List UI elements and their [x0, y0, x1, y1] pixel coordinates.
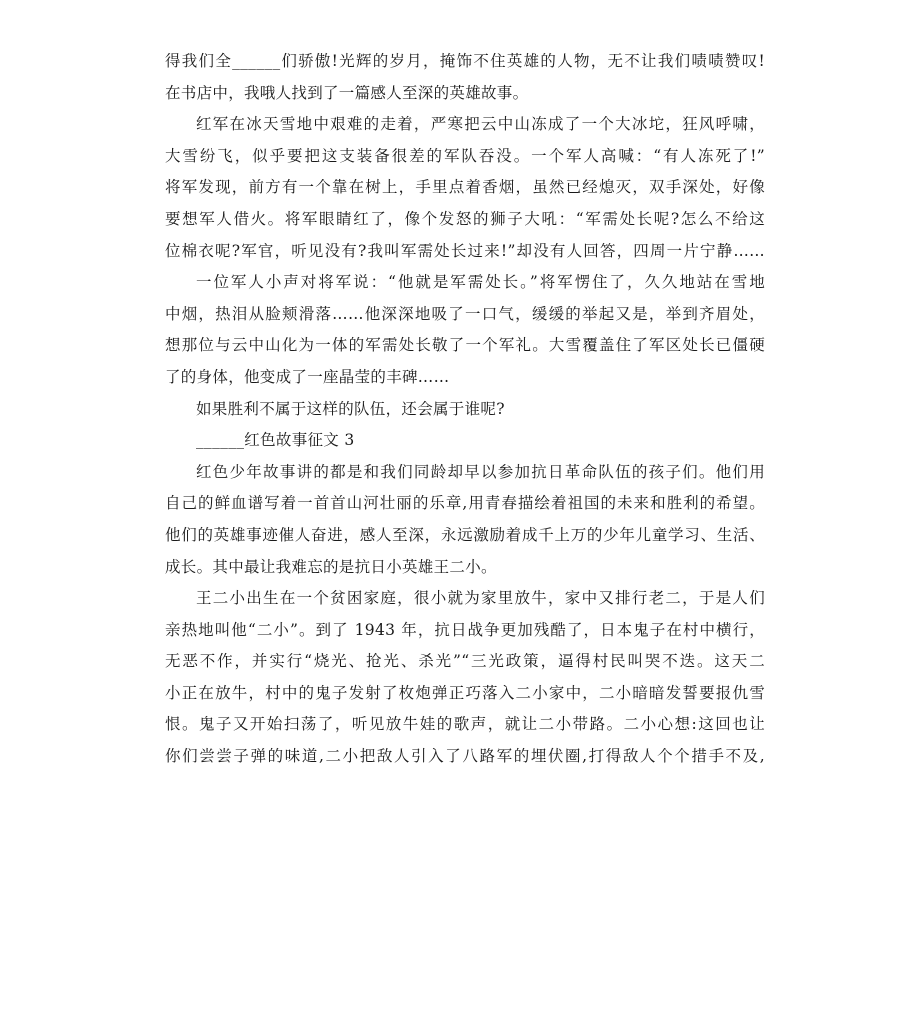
- text-line: 无恶不作，并实行“烧光、抢光、杀光”“三光政策，逼得村民叫哭不迭。这天二: [165, 652, 765, 671]
- text-line: 如果胜利不属于这样的队伍，还会属于谁呢?: [196, 399, 505, 418]
- paragraph-intro: [165, 46, 765, 109]
- text-line: 在书店中，我哦人找到了一篇感人至深的英雄故事。: [165, 83, 529, 102]
- text-line: 得我们全______们骄傲!光辉的岁月，掩饰不住英雄的人物，无不让我们啧啧赞叹!: [165, 52, 765, 70]
- text-line: 恨。鬼子又开始扫荡了，听见放牛娃的歌声，就让二小带路。二小心想:这回也让: [165, 715, 765, 734]
- text-line: 王二小出生在一个贫困家庭，很小就为家里放牛，家中又排行老二，于是人们: [196, 589, 765, 608]
- section-heading: [165, 425, 765, 457]
- document-body: [165, 46, 765, 773]
- text-line: 大雪纷飞，似乎要把这支装备很差的军队吞没。一个军人高喊：“有人冻死了!”: [165, 146, 765, 165]
- paragraph-victory: [165, 394, 765, 426]
- text-line: 将军发现，前方有一个靠在树上，手里点着香烟，虽然已经熄灭，双手深处，好像: [165, 178, 765, 197]
- text-line: 你们尝尝子弹的味道,二小把敌人引入了八路军的埋伏圈,打得敌人个个措手不及,: [165, 747, 765, 766]
- text-line: 要想军人借火。将军眼睛红了，像个发怒的狮子大吼：“军需处长呢?怎么不给这: [165, 209, 765, 228]
- text-line: 小正在放牛，村中的鬼子发射了枚炮弹正巧落入二小家中，二小暗暗发誓要报仇雪: [165, 683, 765, 702]
- paragraph-red-youth: [165, 457, 765, 583]
- paragraph-red-army: [165, 109, 765, 267]
- text-line: 一位军人小声对将军说：“他就是军需处长。”将军愣住了，久久地站在雪地: [196, 273, 765, 292]
- text-line: 了的身体，他变成了一座晶莹的丰碑……: [165, 367, 450, 386]
- text-line: 位棉衣呢?军官，听见没有?我叫军需处长过来!”却没有人回答，四周一片宁静……: [165, 241, 765, 260]
- text-line: 红军在冰天雪地中艰难的走着，严寒把云中山冻成了一个大冰坨，狂风呼啸，: [196, 115, 765, 134]
- section-title: ______红色故事征文 3: [196, 431, 355, 450]
- text-line: 成长。其中最让我难忘的是抗日小英雄王二小。: [165, 557, 497, 576]
- text-line: 想那位与云中山化为一体的军需处长敬了一个军礼。大雪覆盖住了军区处长已僵硬: [165, 336, 765, 355]
- text-line: 红色少年故事讲的都是和我们同龄却早以参加抗日革命队伍的孩子们。他们用: [196, 462, 765, 481]
- paragraph-quartermaster: [165, 267, 765, 393]
- paragraph-wang-erxiao: [165, 583, 765, 773]
- text-line: 中烟，热泪从脸颊滑落……他深深地吸了一口气，缓缓的举起又是，举到齐眉处，: [165, 304, 765, 323]
- text-line: 亲热地叫他“二小”。到了 1943 年，抗日战争更加残酷了，日本鬼子在村中横行，: [165, 620, 765, 639]
- text-line: 自己的鲜血谱写着一首首山河壮丽的乐章,用青春描绘着祖国的未来和胜利的希望。: [165, 494, 765, 513]
- text-line: 他们的英雄事迹催人奋进，感人至深，永远激励着成千上万的少年儿童学习、生活、: [165, 525, 765, 544]
